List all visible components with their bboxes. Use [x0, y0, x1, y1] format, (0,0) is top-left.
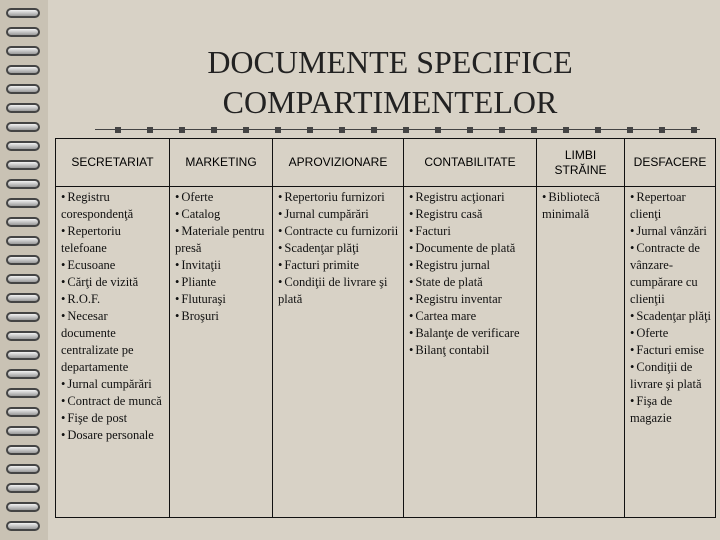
- binding-ring: [6, 236, 40, 246]
- documents-table: [55, 138, 716, 518]
- list-item: • Fişa de magazie: [630, 393, 711, 427]
- list-item: • Cartea mare: [409, 308, 532, 325]
- divider-dot: [435, 127, 441, 133]
- list-item: • Facturi: [409, 223, 532, 240]
- col-aprovizionare: [273, 187, 404, 518]
- binding-ring: [6, 160, 40, 170]
- list-item: • Jurnal cumpărări: [61, 376, 165, 393]
- list-item: • Bibliotecă minimală: [542, 189, 620, 223]
- divider-dot: [403, 127, 409, 133]
- list-item: • Repertoriu telefoane: [61, 223, 165, 257]
- list-item: • Contracte de vânzare-cumpărare cu clienţii: [630, 240, 711, 308]
- list-item: • Necesar documente centralizate pe departamente: [61, 308, 165, 376]
- list-item: • Materiale pentru presă: [175, 223, 268, 257]
- divider-dot: [275, 127, 281, 133]
- col-secretariat: [56, 187, 170, 518]
- binding-ring: [6, 141, 40, 151]
- title-line-1: DOCUMENTE SPECIFICE: [207, 44, 573, 80]
- list-item: • Facturi emise: [630, 342, 711, 359]
- col-header-desfacere: DESFACERE: [625, 139, 716, 187]
- list-item: • Registru casă: [409, 206, 532, 223]
- page-title: [90, 42, 690, 122]
- title-line-2: COMPARTIMENTELOR: [222, 84, 558, 120]
- divider-dot: [243, 127, 249, 133]
- binding-ring: [6, 255, 40, 265]
- col-header-aprovizionare: APROVIZIONARE: [273, 139, 404, 187]
- spiral-binding: [0, 0, 48, 540]
- binding-ring: [6, 445, 40, 455]
- list-item: • Scadenţar plăţi: [278, 240, 399, 257]
- binding-ring: [6, 122, 40, 132]
- divider-dot: [499, 127, 505, 133]
- binding-ring: [6, 350, 40, 360]
- list-item: • Ecusoane: [61, 257, 165, 274]
- col-desfacere: [625, 187, 716, 518]
- list-item: • Facturi primite: [278, 257, 399, 274]
- list-item: • Condiţii de livrare şi plată: [630, 359, 711, 393]
- binding-ring: [6, 274, 40, 284]
- col-marketing: [170, 187, 273, 518]
- list-item: • Contract de muncă: [61, 393, 165, 410]
- divider-dot: [211, 127, 217, 133]
- binding-ring: [6, 312, 40, 322]
- list-item: • Broşuri: [175, 308, 268, 325]
- list-item: • Balanţe de verificare: [409, 325, 532, 342]
- list-item: • Oferte: [175, 189, 268, 206]
- divider-dot: [627, 127, 633, 133]
- binding-ring: [6, 464, 40, 474]
- binding-ring: [6, 483, 40, 493]
- list-item: • Condiţii de livrare şi plată: [278, 274, 399, 308]
- binding-ring: [6, 179, 40, 189]
- list-item: • Oferte: [630, 325, 711, 342]
- divider-dot: [147, 127, 153, 133]
- col-header-marketing: MARKETING: [170, 139, 273, 187]
- divider-dot: [467, 127, 473, 133]
- binding-ring: [6, 407, 40, 417]
- list-item: • Contracte cu furnizorii: [278, 223, 399, 240]
- list-item: • Pliante: [175, 274, 268, 291]
- list-item: • R.O.F.: [61, 291, 165, 308]
- list-item: • State de plată: [409, 274, 532, 291]
- list-item: • Repertoar clienţi: [630, 189, 711, 223]
- divider-dot: [115, 127, 121, 133]
- list-item: • Registru inventar: [409, 291, 532, 308]
- list-item: • Documente de plată: [409, 240, 532, 257]
- col-header-secretariat: SECRETARIAT: [56, 139, 170, 187]
- col-header-contabilitate: CONTABILITATE: [404, 139, 537, 187]
- list-item: • Dosare personale: [61, 427, 165, 444]
- binding-ring: [6, 426, 40, 436]
- header-row: [56, 139, 716, 187]
- binding-ring: [6, 369, 40, 379]
- binding-ring: [6, 27, 40, 37]
- binding-ring: [6, 331, 40, 341]
- divider-dot: [371, 127, 377, 133]
- col-contabilitate: [404, 187, 537, 518]
- content-row: [56, 187, 716, 518]
- binding-ring: [6, 521, 40, 531]
- col-header-limbi-straine: LIMBI STRĂINE: [537, 139, 625, 187]
- binding-ring: [6, 217, 40, 227]
- list-item: • Fluturaşi: [175, 291, 268, 308]
- divider-dot: [307, 127, 313, 133]
- divider-dot: [339, 127, 345, 133]
- list-item: • Repertoriu furnizori: [278, 189, 399, 206]
- list-item: • Registru jurnal: [409, 257, 532, 274]
- divider-dot: [531, 127, 537, 133]
- title-divider: [95, 127, 700, 133]
- list-item: • Cărţi de vizită: [61, 274, 165, 291]
- divider-dot: [179, 127, 185, 133]
- list-item: • Bilanţ contabil: [409, 342, 532, 359]
- binding-ring: [6, 84, 40, 94]
- binding-ring: [6, 198, 40, 208]
- binding-ring: [6, 388, 40, 398]
- divider-dot: [563, 127, 569, 133]
- list-item: • Jurnal cumpărări: [278, 206, 399, 223]
- divider-dot: [659, 127, 665, 133]
- list-item: • Registru acţionari: [409, 189, 532, 206]
- binding-ring: [6, 502, 40, 512]
- list-item: • Registru corespondenţă: [61, 189, 165, 223]
- binding-ring: [6, 46, 40, 56]
- col-limbi-straine: [537, 187, 625, 518]
- binding-ring: [6, 65, 40, 75]
- list-item: • Invitaţii: [175, 257, 268, 274]
- list-item: • Scadenţar plăţi: [630, 308, 711, 325]
- divider-dot: [691, 127, 697, 133]
- binding-ring: [6, 293, 40, 303]
- list-item: • Jurnal vânzări: [630, 223, 711, 240]
- binding-ring: [6, 8, 40, 18]
- list-item: • Fişe de post: [61, 410, 165, 427]
- list-item: • Catalog: [175, 206, 268, 223]
- divider-dot: [595, 127, 601, 133]
- binding-ring: [6, 103, 40, 113]
